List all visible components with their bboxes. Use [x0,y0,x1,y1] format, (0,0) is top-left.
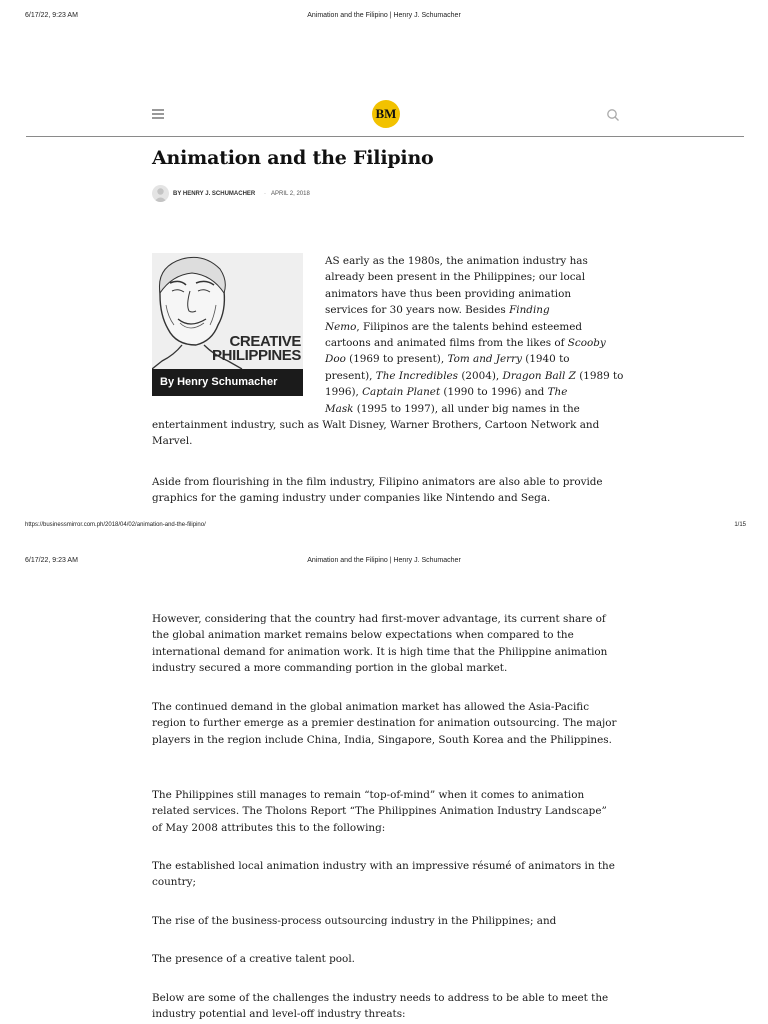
print-header [0,12,768,26]
image-caption-bar [152,369,303,396]
first-paragraph-continued-line: entertainment industry, such as Walt Disney, Warner Brothers, Cartoon Network and [152,419,600,431]
image-caption: By Henry Schumacher [160,376,278,388]
author-column-image [152,253,303,396]
print-header-page-2 [0,557,768,571]
hamburger-menu-icon[interactable] [152,109,164,119]
first-paragraph-line: Mask (1995 to 1997), all under big names in the [325,402,580,415]
author-avatar[interactable] [152,185,169,202]
paragraph-talent-pool: The presence of a creative talent pool. [152,953,355,965]
first-paragraph-wrapped [325,253,625,417]
first-paragraph-line: Doo (1969 to present), Tom and Jerry (1940 to [325,353,570,366]
first-paragraph-continued-line: Marvel. [152,435,193,448]
byline-date: APRIL 2, 2018 [271,191,310,197]
first-paragraph-line: AS early as the 1980s, the animation industry has [325,255,588,267]
paragraph-challenges: Below are some of the challenges the industry needs to address to be able to meet the industry potential and level-off industry threats: [152,992,609,1021]
first-paragraph-line: present), The Incredibles (2004), Dragon Ball Z (1989 to [325,369,624,382]
first-paragraph-line: animators have thus been providing animation [325,287,572,300]
paragraph-first-mover: However, considering that the country had first-mover advantage, its current share of the global animation market remains below expectations when compared to the international demand for animation work. It is high time that the Philippine animation industry secured a more commanding portion in the global market. [152,613,608,675]
byline-separator: · [264,191,266,197]
site-header [26,98,744,137]
first-paragraph-line: cartoons and animated films from the likes of Scooby [325,337,606,350]
first-paragraph-line: already been present in the Philippines; our local [325,271,586,284]
print-date: 6/17/22, 9:23 AM [25,557,78,564]
paragraph-local-industry: The established local animation industry with an impressive résumé of animators in the country; [152,860,615,889]
paragraph-gaming: Aside from flourishing in the film industry, Filipino animators are also able to provide graphics for the gaming industry under companies like Nintendo and Sega. [152,476,603,505]
creative-philippines-label: CREATIVE PHILIPPINES [212,333,301,364]
paragraph-asia-pacific: The continued demand in the global animation market has allowed the Asia-Pacific region to further emerge as a premier destination for animation outsourcing. The major players in the region include China, India, Singapore, South Korea and the Philippines. [152,701,617,746]
byline-author[interactable]: BY HENRY J. SCHUMACHER [173,191,256,197]
print-page-number: 1/15 [734,522,746,528]
print-title: Animation and the Filipino | Henry J. Schumacher [307,12,461,19]
article-title: Animation and the Filipino [152,147,434,169]
first-paragraph-line: Nemo, Filipinos are the talents behind esteemed [325,320,583,333]
first-paragraph-continued [152,417,627,450]
print-url: https://businessmirror.com.ph/2018/04/02/animation-and-the-filipino/ [25,522,206,528]
first-paragraph-line: services for 30 years now. Besides Finding [325,304,550,317]
paragraph-top-of-mind: The Philippines still manages to remain “top-of-mind” when it comes to animation related services. The Tholons Report “The Philippines Animation Industry Landscape” of May 2008 attributes this to the following: [152,789,607,834]
paragraph-bpo: The rise of the business-process outsourcing industry in the Philippines; and [152,915,557,927]
search-icon[interactable] [606,108,620,122]
print-title: Animation and the Filipino | Henry J. Schumacher [307,557,461,564]
print-date: 6/17/22, 9:23 AM [25,12,78,19]
site-logo[interactable]: BM [372,100,400,128]
first-paragraph-line: 1996), Captain Planet (1990 to 1996) and The [325,386,568,399]
